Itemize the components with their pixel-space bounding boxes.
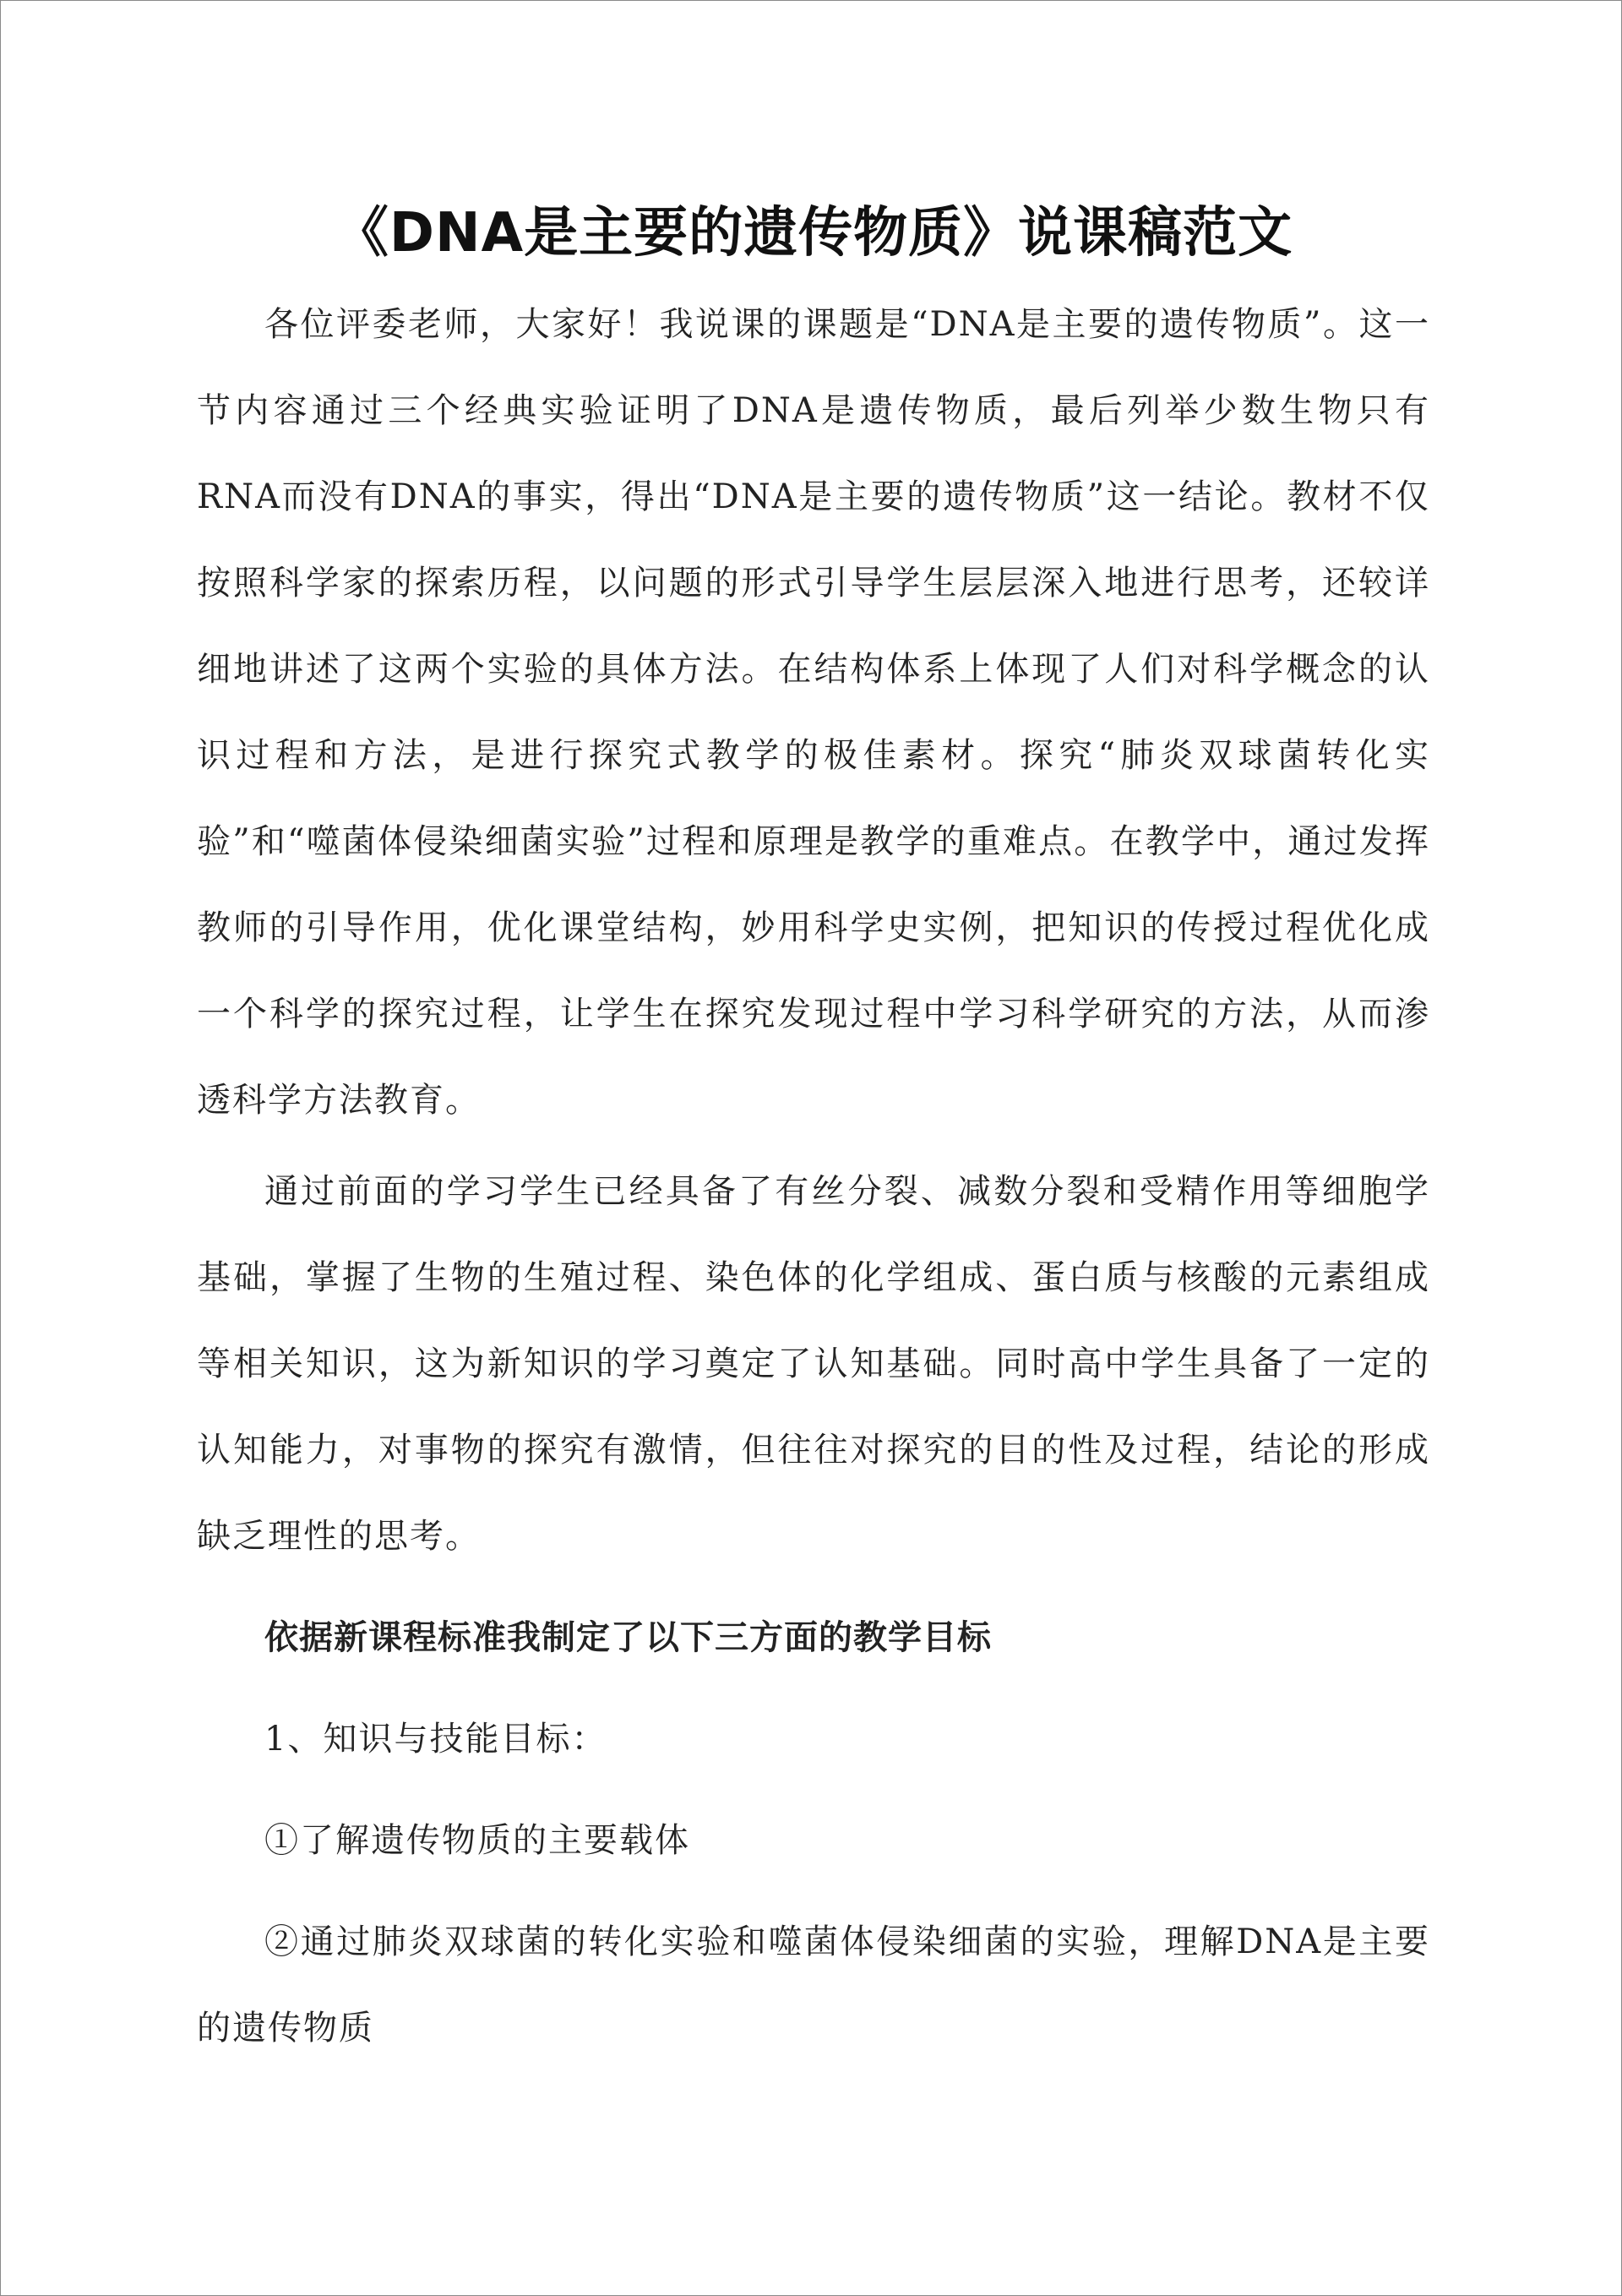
document-title: 《DNA是主要的遗传物质》说课稿范文	[334, 202, 1293, 265]
paragraph-student-analysis: 通过前面的学习学生已经具备了有丝分裂、减数分裂和受精作用等细胞学基础，掌握了生物的生殖过程、染色体的化学组成、蛋白质与核酸的元素组成等相关知识，这为新知识的学习奠定了认知基础。同时高中学生具备了一定的认知能力，对事物的探究有激情，但往往对探究的目的性及过程，结论的形成缺乏理性的思考。	[197, 1172, 1430, 1556]
document-content	[197, 195, 1430, 2071]
paragraph-introduction: 各位评委老师，大家好！我说课的课题是“DNA是主要的遗传物质”。这一节内容通过三个经典实验证明了DNA是遗传物质，最后列举少数生物只有RNA而没有DNA的事实，得出“DNA是主要的遗传物质”这一结论。教材不仅按照科学家的探索历程，以问题的形式引导学生层层深入地进行思考，还较详细地讲述了这两个实验的具体方法。在结构体系上体现了人们对科学概念的认识过程和方法，是进行探究式教学的极佳素材。探究“肺炎双球菌转化实验”和“噬菌体侵染细菌实验”过程和原理是教学的重难点。在教学中，通过发挥教师的引导作用，优化课堂结构，妙用科学史实例，把知识的传授过程优化成一个科学的探究过程，让学生在探究发现过程中学习科学研究的方法，从而渗透科学方法教育。	[197, 305, 1430, 1120]
objective-item-1: ①了解遗传物质的主要载体	[264, 1821, 690, 1860]
objective-item-2: ②通过肺炎双球菌的转化实验和噬菌体侵染细菌的实验，理解DNA是主要的遗传物质	[197, 1922, 1430, 2048]
objective-knowledge-label: 1、知识与技能目标：	[264, 1720, 607, 1759]
objectives-heading: 依据新课程标准我制定了以下三方面的教学目标	[264, 1618, 992, 1657]
